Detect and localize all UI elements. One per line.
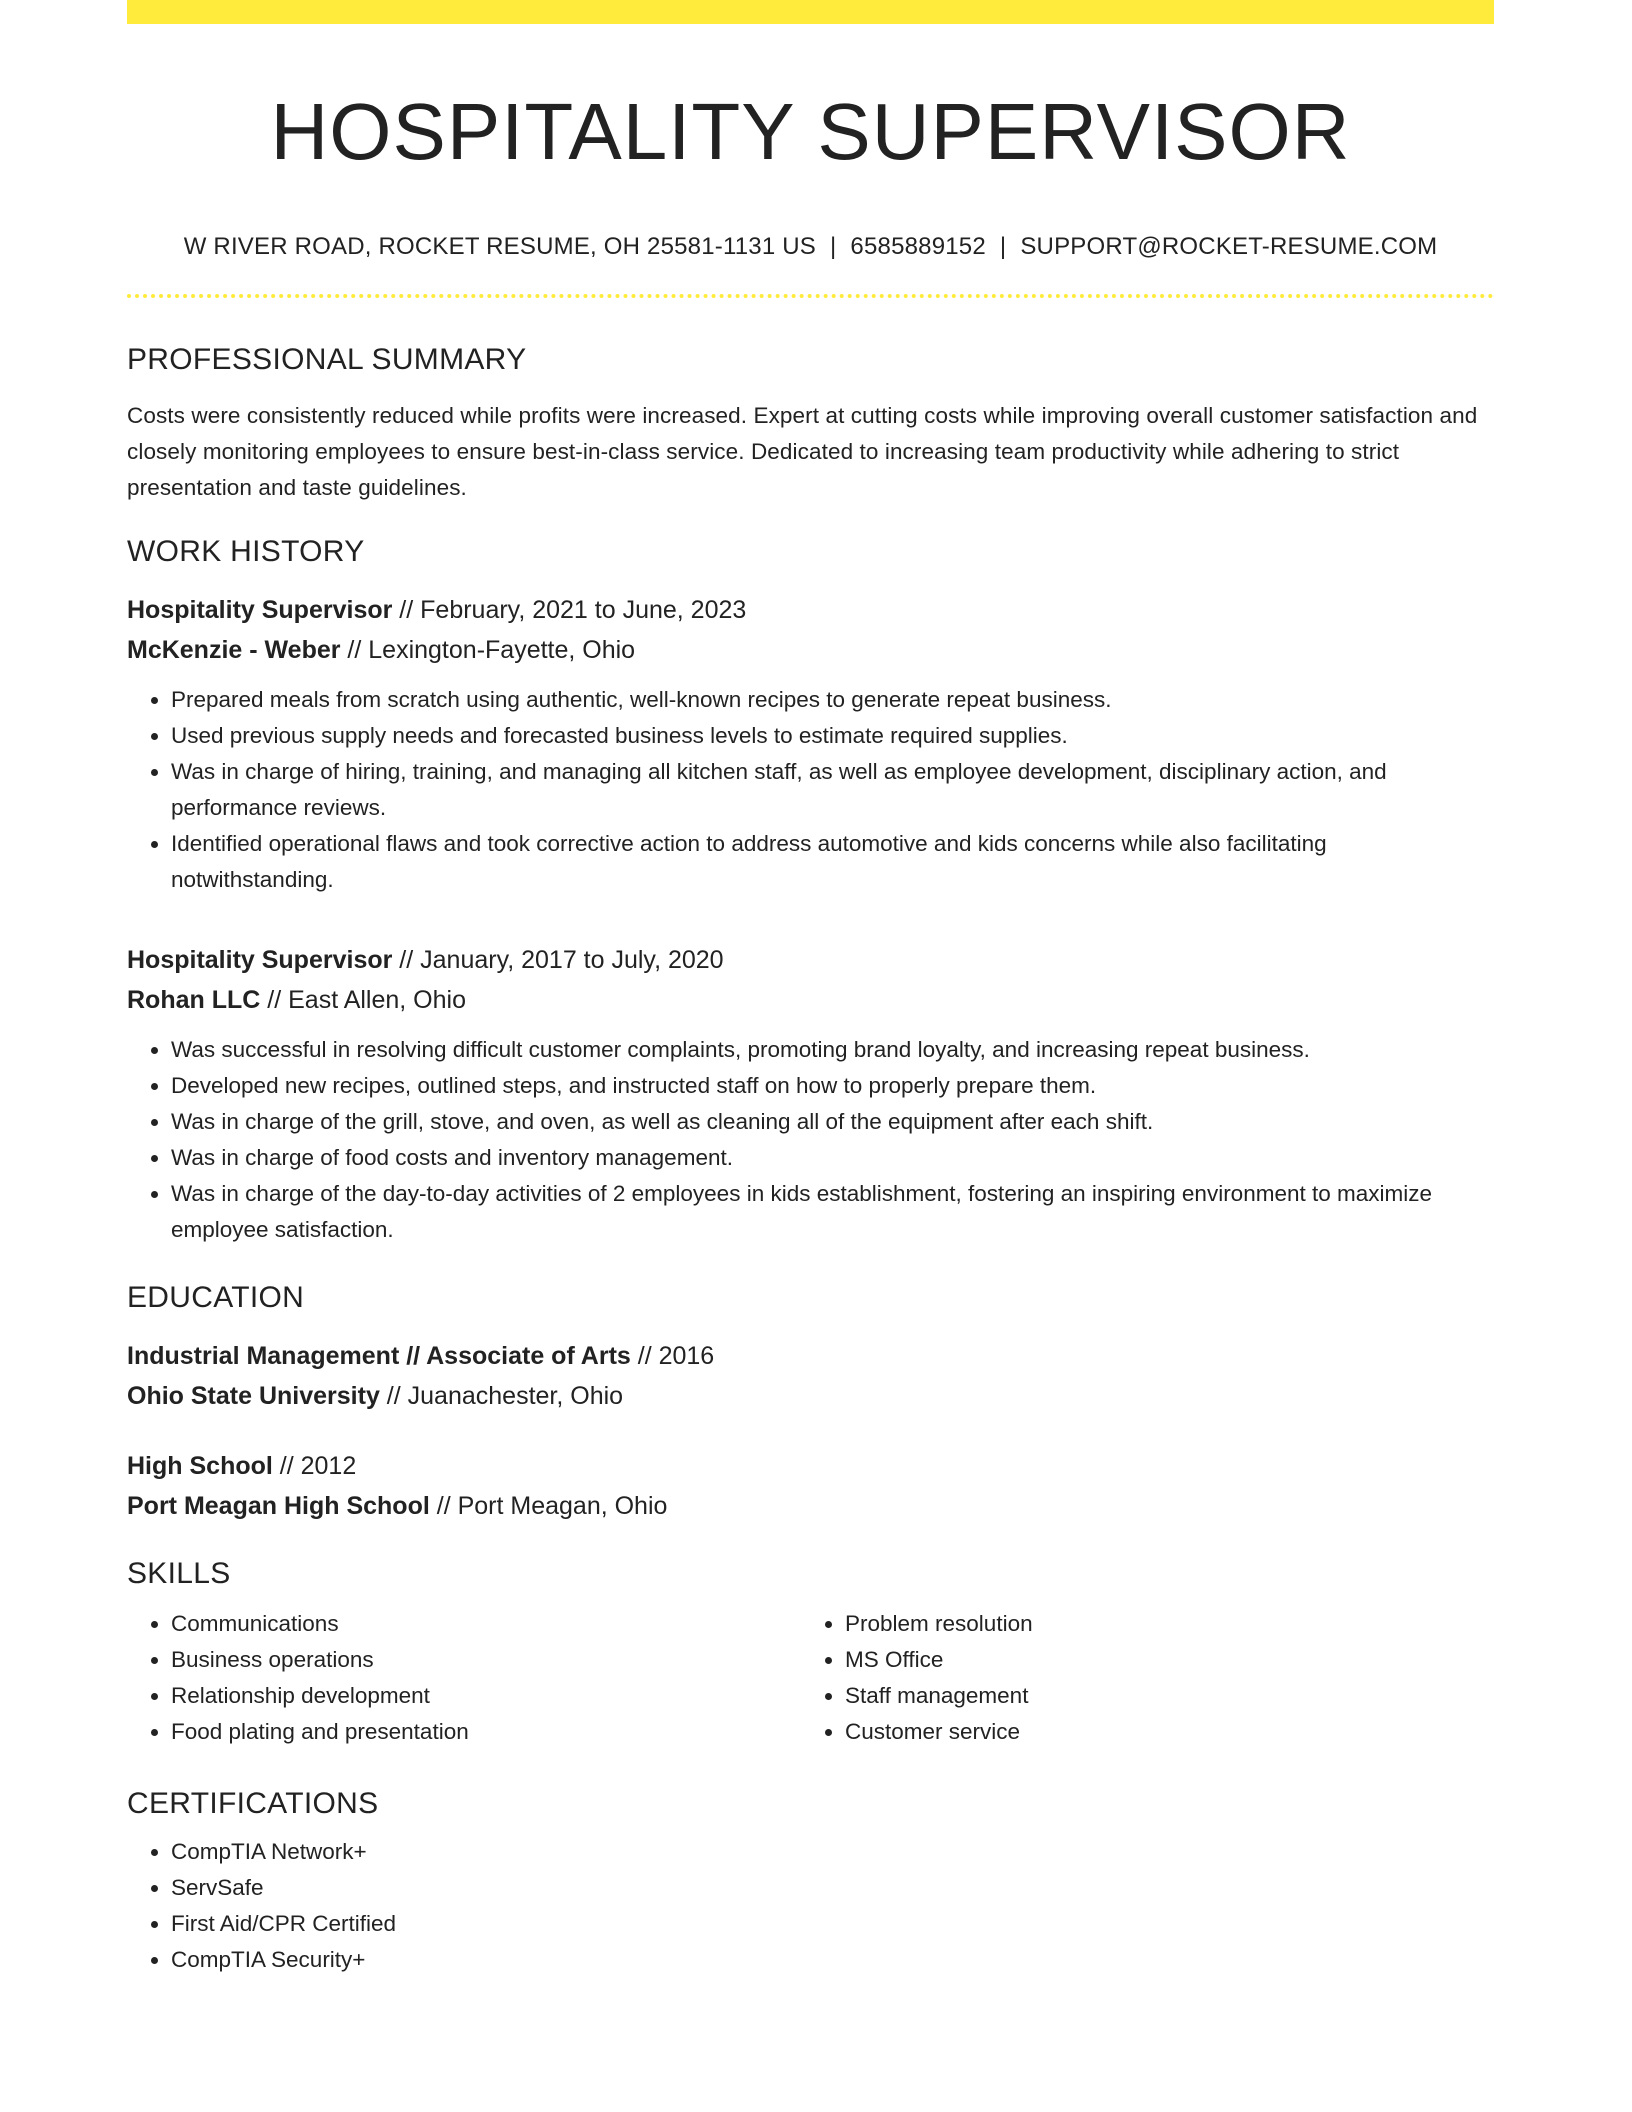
skills-list: [127, 1606, 801, 1750]
skills-list: [801, 1606, 1475, 1750]
list-item: • CompTIA Network+: [171, 1834, 1494, 1870]
list-item: • Was in charge of food costs and inventory management.: [171, 1140, 1494, 1176]
section-title-skills: SKILLS: [127, 1557, 231, 1590]
top-accent-bar: [127, 0, 1494, 24]
education-school-line: [127, 1376, 1494, 1416]
job-company: McKenzie - Weber: [127, 636, 341, 664]
contact-address: W RIVER ROAD, ROCKET RESUME, OH 25581-1131 US: [183, 233, 816, 260]
list-item: • ServSafe: [171, 1870, 1494, 1906]
list-item: • Identified operational flaws and took corrective action to address automotive and kids concerns while also facilitating notwithstanding.: [171, 826, 1494, 898]
list-item: • Was in charge of the grill, stove, and oven, as well as cleaning all of the equipment after each shift.: [171, 1104, 1494, 1140]
skills-column-right: [801, 1606, 1475, 1750]
certifications-list: [127, 1834, 1494, 1978]
contact-email: SUPPORT@ROCKET-RESUME.COM: [1020, 233, 1438, 260]
section-title-work-history: WORK HISTORY: [127, 535, 365, 568]
education-location: // Juanachester, Ohio: [379, 1382, 624, 1410]
job-company: Rohan LLC: [127, 986, 261, 1014]
education-school: Ohio State University: [127, 1382, 380, 1410]
education-degree: Industrial Management // Associate of Arts: [127, 1342, 631, 1370]
list-item: • Business operations: [171, 1642, 801, 1678]
job-role-line: [127, 940, 1494, 980]
list-item: • Was successful in resolving difficult customer complaints, promoting brand loyalty, and increasing repeat business.: [171, 1032, 1494, 1068]
contact-line: [127, 232, 1494, 262]
education-degree: High School: [127, 1452, 273, 1480]
list-item: • Was in charge of hiring, training, and managing all kitchen staff, as well as employee development, disciplinary action, and performance reviews.: [171, 754, 1494, 826]
list-item: • CompTIA Security+: [171, 1942, 1494, 1978]
education-entry: [127, 1336, 1494, 1416]
job-bullets: [127, 1032, 1494, 1248]
list-item: • MS Office: [845, 1642, 1475, 1678]
education-school-line: [127, 1486, 1494, 1526]
section-title-summary: PROFESSIONAL SUMMARY: [127, 343, 527, 376]
job-entry: [127, 940, 1494, 1248]
list-item: • Customer service: [845, 1714, 1475, 1750]
job-role: Hospitality Supervisor: [127, 596, 393, 624]
education-location: // Port Meagan, Ohio: [429, 1492, 668, 1520]
resume-name: HOSPITALITY SUPERVISOR: [270, 87, 1351, 176]
list-item: • Used previous supply needs and forecasted business levels to estimate required supplies.: [171, 718, 1494, 754]
dotted-divider: [127, 294, 1494, 298]
job-location: // Lexington-Fayette, Ohio: [340, 636, 636, 664]
job-role: Hospitality Supervisor: [127, 946, 393, 974]
list-item: • Prepared meals from scratch using authentic, well-known recipes to generate repeat business.: [171, 682, 1494, 718]
education-year: // 2012: [272, 1452, 357, 1480]
job-dates: // February, 2021 to June, 2023: [392, 596, 747, 624]
job-role-line: [127, 590, 1494, 630]
skills-grid: [127, 1606, 1494, 1750]
resume-page: [127, 0, 1494, 1978]
education-degree-line: [127, 1446, 1494, 1486]
summary-text: Costs were consistently reduced while profits were increased. Expert at cutting costs while improving overall customer satisfaction and closely monitoring employees to ensure best-in-class service. Dedicated to increasing team productivity while adhering to strict presentation and taste guidelines.: [127, 403, 1478, 500]
section-title-education: EDUCATION: [127, 1281, 305, 1314]
section-title-certifications: CERTIFICATIONS: [127, 1787, 379, 1820]
job-company-line: [127, 980, 1494, 1020]
list-item: • Communications: [171, 1606, 801, 1642]
contact-separator: |: [999, 233, 1007, 260]
list-item: • Was in charge of the day-to-day activities of 2 employees in kids establishment, fostering an inspiring environment to maximize employee satisfaction.: [171, 1176, 1494, 1248]
list-item: • Developed new recipes, outlined steps, and instructed staff on how to properly prepare them.: [171, 1068, 1494, 1104]
job-location: // East Allen, Ohio: [260, 986, 466, 1014]
list-item: • First Aid/CPR Certified: [171, 1906, 1494, 1942]
education-school: Port Meagan High School: [127, 1492, 430, 1520]
job-dates: // January, 2017 to July, 2020: [392, 946, 724, 974]
education-degree-line: [127, 1336, 1494, 1376]
contact-separator: |: [829, 233, 837, 260]
education-year: // 2016: [630, 1342, 715, 1370]
job-entry: [127, 590, 1494, 898]
list-item: • Food plating and presentation: [171, 1714, 801, 1750]
job-bullets: [127, 682, 1494, 898]
list-item: • Problem resolution: [845, 1606, 1475, 1642]
contact-phone: 6585889152: [850, 233, 986, 260]
list-item: • Relationship development: [171, 1678, 801, 1714]
list-item: • Staff management: [845, 1678, 1475, 1714]
skills-column-left: [127, 1606, 801, 1750]
education-entry: [127, 1446, 1494, 1526]
job-company-line: [127, 630, 1494, 670]
